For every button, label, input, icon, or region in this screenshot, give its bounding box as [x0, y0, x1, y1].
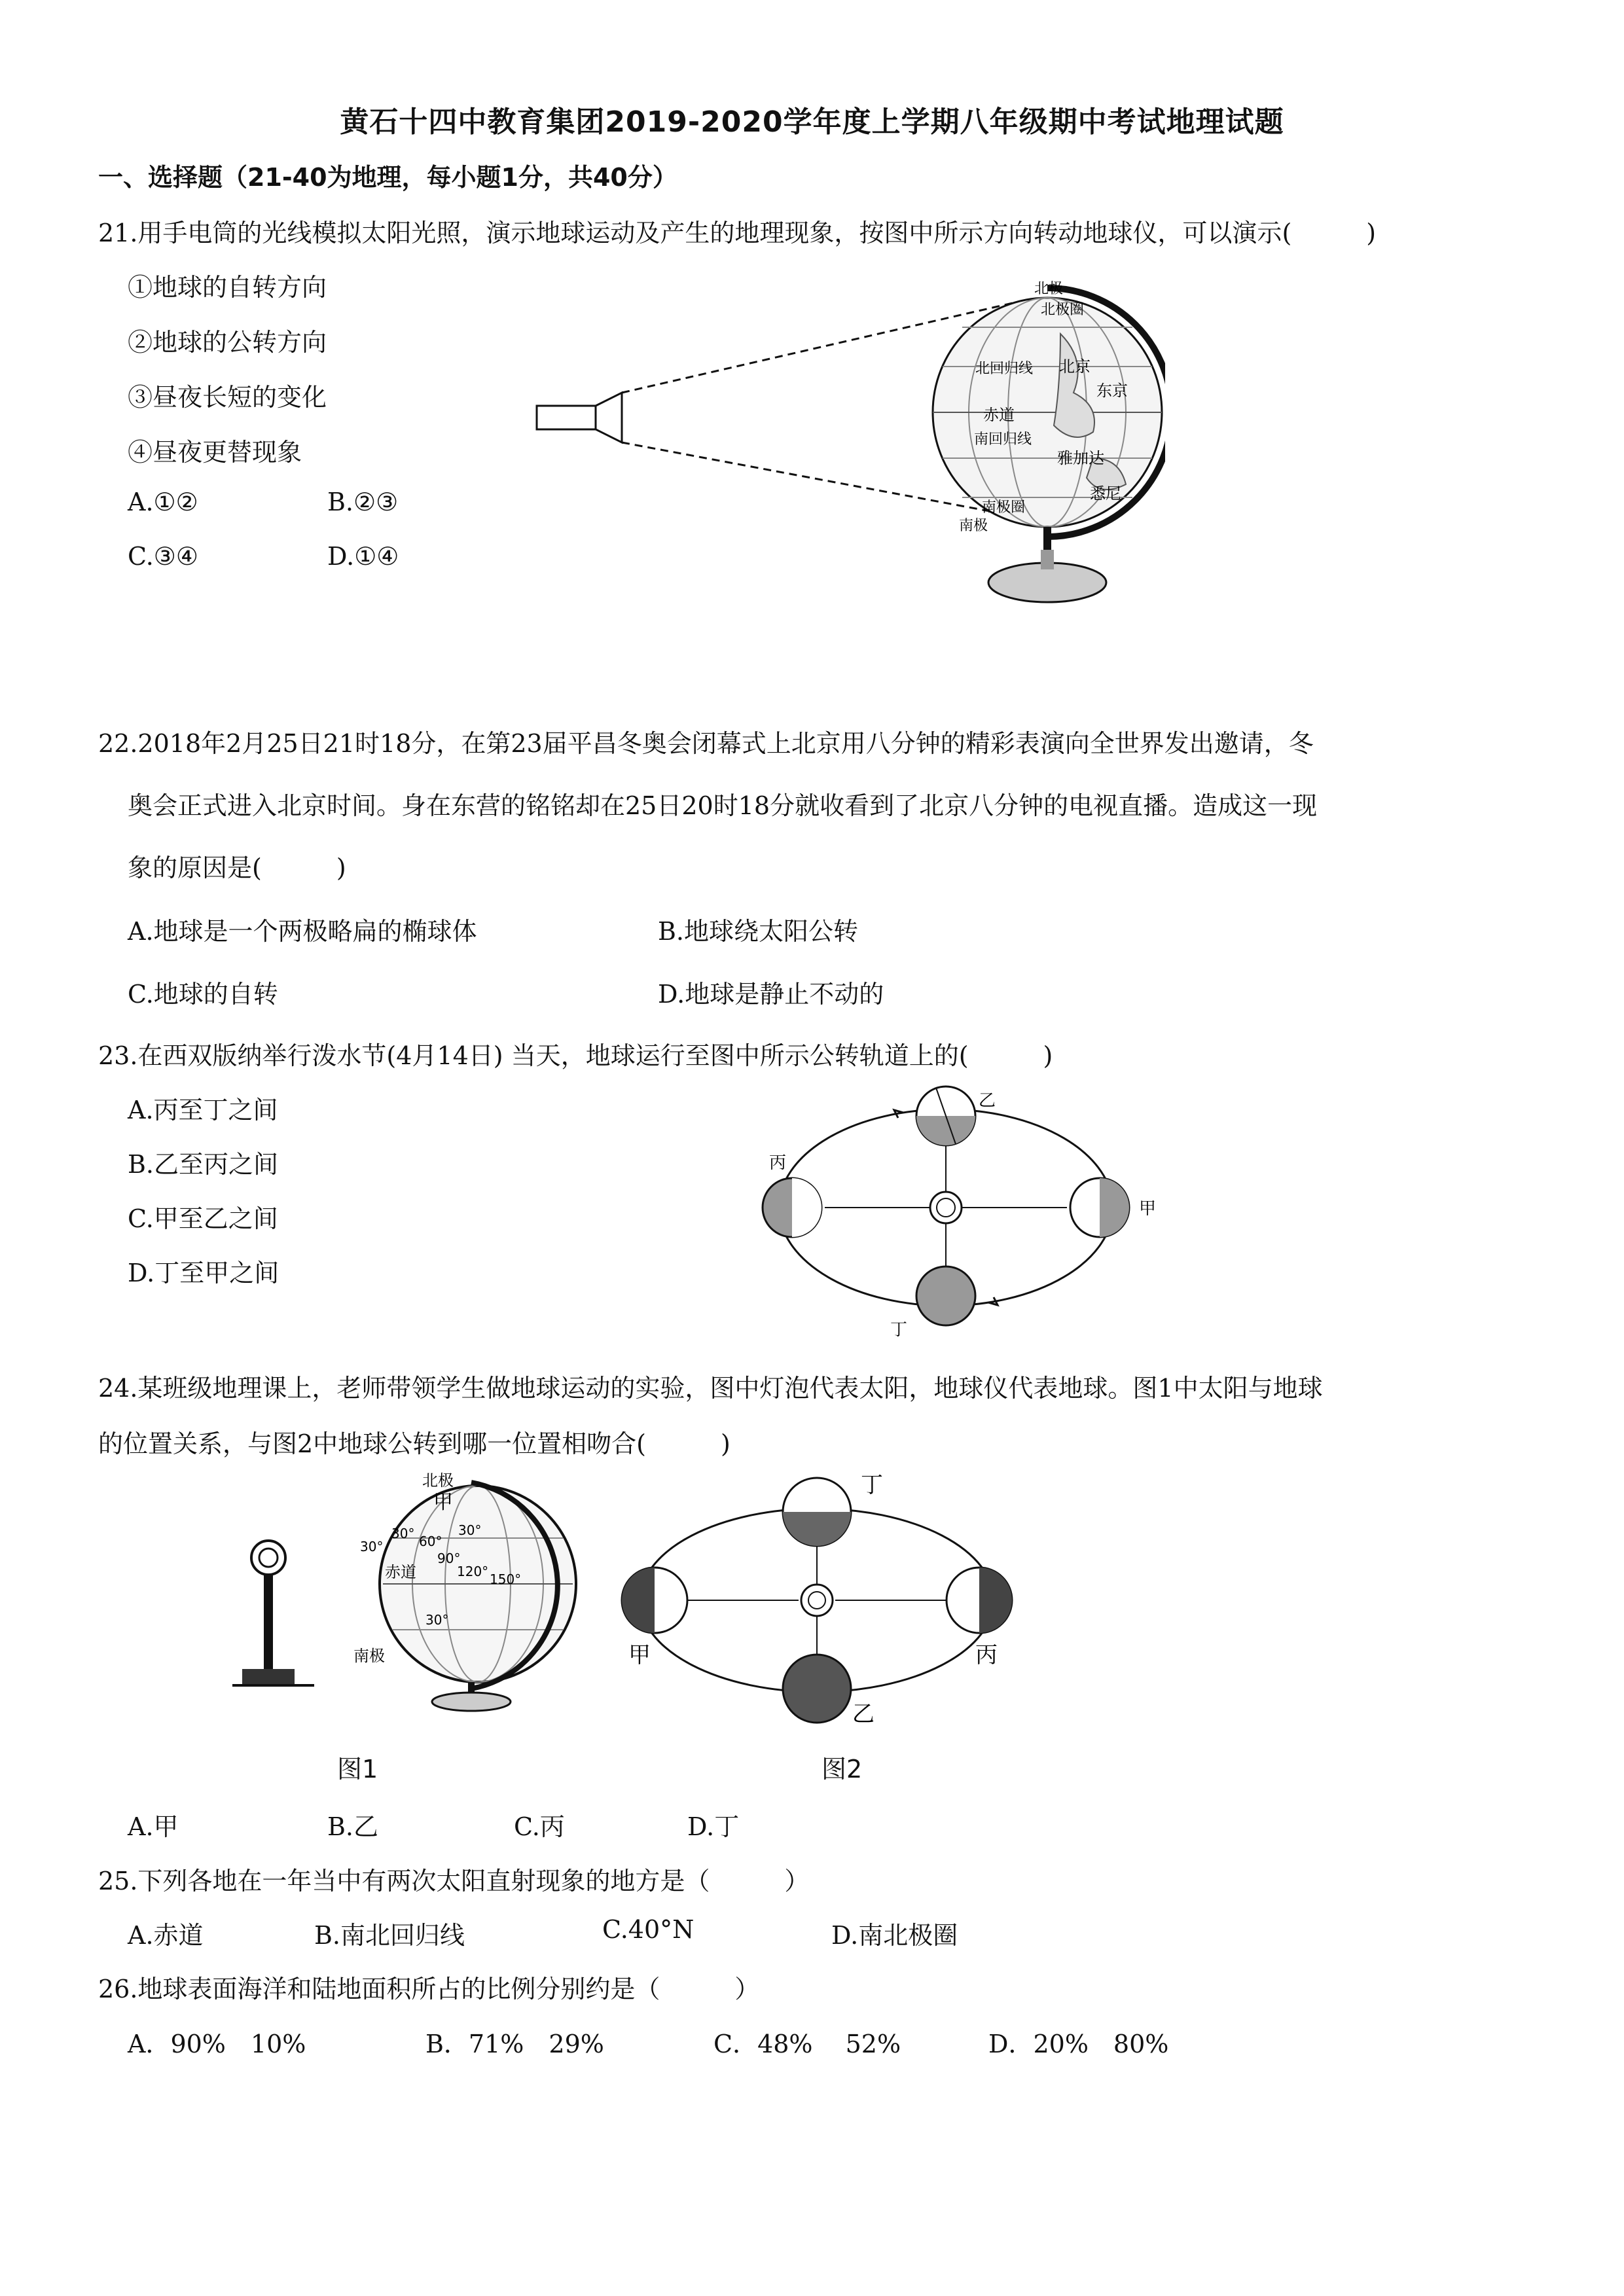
earth-right-icon [1070, 1178, 1129, 1237]
globe-label-north-pole: 北极 [1034, 281, 1064, 297]
q22-option-d: D.地球是静止不动的 [658, 980, 884, 1009]
fig1-label-lon30: 30° [360, 1539, 384, 1554]
fig2-label-left: 甲 [628, 1642, 651, 1668]
q21-option-c: C.③④ [128, 542, 198, 571]
q23-option-c: C.甲至乙之间 [128, 1204, 278, 1233]
q21-option-a: A.①② [128, 488, 198, 516]
fig1-label-lat30a: 30° [391, 1526, 415, 1541]
earth-top-icon [916, 1086, 975, 1145]
q26-option-c: C．48% 52% [713, 2030, 901, 2058]
figure-2-caption: 图2 [821, 1755, 863, 1784]
globe-label-antarctic-circle: 南极圈 [982, 499, 1026, 516]
q21-flashlight-globe-figure [524, 275, 1165, 628]
q25-option-a: A.赤道 [128, 1921, 204, 1950]
fig2-earth-right-icon [947, 1568, 1012, 1633]
q21-item-2: ②地球的公转方向 [128, 328, 327, 357]
fig2-label-right: 丙 [975, 1642, 998, 1668]
globe-label-beijing: 北京 [1059, 357, 1091, 376]
fig1-label-lat30c: 30° [425, 1612, 449, 1628]
globe-label-equator: 赤道 [983, 406, 1015, 424]
fig2-label-bottom: 乙 [852, 1701, 875, 1727]
lamp-icon [232, 1541, 314, 1685]
fig1-label-lon150: 150° [490, 1571, 522, 1587]
orbit-label-left: 丙 [769, 1153, 787, 1173]
globe-label-south-pole: 南极 [959, 518, 988, 534]
fig2-earth-bottom-icon [783, 1655, 851, 1723]
fig1-label-north-pole: 北极 [422, 1473, 454, 1490]
q25-option-c: C.40°N [602, 1915, 695, 1944]
q24-option-a: A.甲 [128, 1812, 179, 1841]
section-heading: 一、选择题（21-40为地理，每小题1分，共40分） [98, 163, 677, 192]
globe-label-sydney: 悉尼 [1090, 484, 1121, 503]
q22-option-b: B.地球绕太阳公转 [658, 917, 859, 946]
globe-label-jakarta: 雅加达 [1057, 449, 1104, 467]
q26-option-a: A．90% 10% [128, 2030, 306, 2058]
globe-label-tropic-capricorn: 南回归线 [974, 431, 1032, 448]
q22-option-a: A.地球是一个两极略扁的椭球体 [128, 917, 477, 946]
fig2-earth-top-icon [783, 1478, 851, 1546]
orbit-label-right: 甲 [1139, 1199, 1157, 1219]
q23-stem: 23.在西双版纳举行泼水节(4月14日) 当天，地球运行至图中所示公转轨道上的( ) [98, 1041, 1053, 1070]
q24-figure-1 [196, 1473, 615, 1715]
globe-label-tokyo: 东京 [1096, 382, 1128, 400]
fig1-label-lon60: 60° [419, 1534, 442, 1549]
q24-line-2: 的位置关系，与图2中地球公转到哪一位置相吻合( ) [98, 1429, 731, 1458]
q25-option-d: D.南北极圈 [831, 1921, 958, 1950]
q23-option-a: A.丙至丁之间 [128, 1096, 278, 1124]
globe-icon [933, 288, 1165, 602]
globe-label-arctic-circle: 北极圈 [1041, 302, 1085, 318]
flashlight-icon [537, 393, 622, 442]
q22-line-2: 奥会正式进入北京时间。身在东营的铭铭却在25日20时18分就收看到了北京八分钟的电视直播。造成这一现 [128, 791, 1318, 820]
fig2-earth-left-icon [622, 1568, 687, 1633]
q22-line-1: 22.2018年2月25日21时18分，在第23届平昌冬奥会闭幕式上北京用八分钟的精彩表演向全世界发出邀请，冬 [98, 729, 1314, 758]
fig1-label-lat30b: 30° [458, 1522, 482, 1538]
q21-option-b: B.②③ [327, 488, 399, 516]
orbit-label-bottom: 丁 [890, 1320, 908, 1340]
earth-bottom-icon [916, 1266, 975, 1325]
orbit-label-top: 乙 [979, 1091, 996, 1111]
earth-left-icon [763, 1178, 821, 1237]
q23-option-b: B.乙至丙之间 [128, 1150, 279, 1179]
q22-option-c: C.地球的自转 [128, 980, 278, 1009]
q22-line-3: 象的原因是( ) [128, 853, 346, 882]
q24-line-1: 24.某班级地理课上，老师带领学生做地球运动的实验，图中灯泡代表太阳，地球仪代表地球。图1中太阳与地球 [98, 1374, 1323, 1403]
fig1-globe-icon [380, 1482, 576, 1711]
q23-option-d: D.丁至甲之间 [128, 1259, 280, 1287]
figure-1-caption: 图1 [337, 1755, 378, 1784]
q24-figure-2 [609, 1466, 1054, 1728]
q21-stem: 21.用手电筒的光线模拟太阳光照，演示地球运动及产生的地理现象，按图中所示方向转动地球仪，可以演示( ) [98, 219, 1377, 247]
q26-stem: 26.地球表面海洋和陆地面积所占的比例分别约是（ ） [98, 1975, 760, 2003]
q21-item-3: ③昼夜长短的变化 [128, 383, 327, 412]
fig1-label-jia: 甲 [433, 1491, 453, 1514]
q21-item-4: ④昼夜更替现象 [128, 438, 302, 467]
q23-orbit-figure [753, 1080, 1172, 1342]
exam-title: 黄石十四中教育集团2019-2020学年度上学期八年级期中考试地理试题 [340, 105, 1284, 139]
fig1-label-lon90: 90° [437, 1551, 461, 1566]
q24-option-b: B.乙 [327, 1812, 379, 1841]
q24-option-c: C.丙 [514, 1812, 565, 1841]
fig1-label-equator: 赤道 [385, 1563, 416, 1581]
fig1-label-lon120: 120° [457, 1564, 489, 1579]
globe-label-tropic-cancer: 北回归线 [975, 361, 1034, 377]
fig1-label-south-pole: 南极 [353, 1647, 385, 1665]
q24-option-d: D.丁 [687, 1812, 740, 1841]
fig2-label-top: 丁 [861, 1472, 883, 1498]
q25-option-b: B.南北回归线 [314, 1921, 465, 1950]
sun-icon [930, 1192, 962, 1223]
q21-option-d: D.①④ [327, 542, 399, 571]
q26-option-d: D．20% 80% [988, 2030, 1169, 2058]
q26-option-b: B．71% 29% [425, 2030, 604, 2058]
fig2-sun-icon [801, 1585, 833, 1616]
q25-stem: 25.下列各地在一年当中有两次太阳直射现象的地方是（ ） [98, 1867, 810, 1895]
q21-item-1: ①地球的自转方向 [128, 273, 327, 302]
